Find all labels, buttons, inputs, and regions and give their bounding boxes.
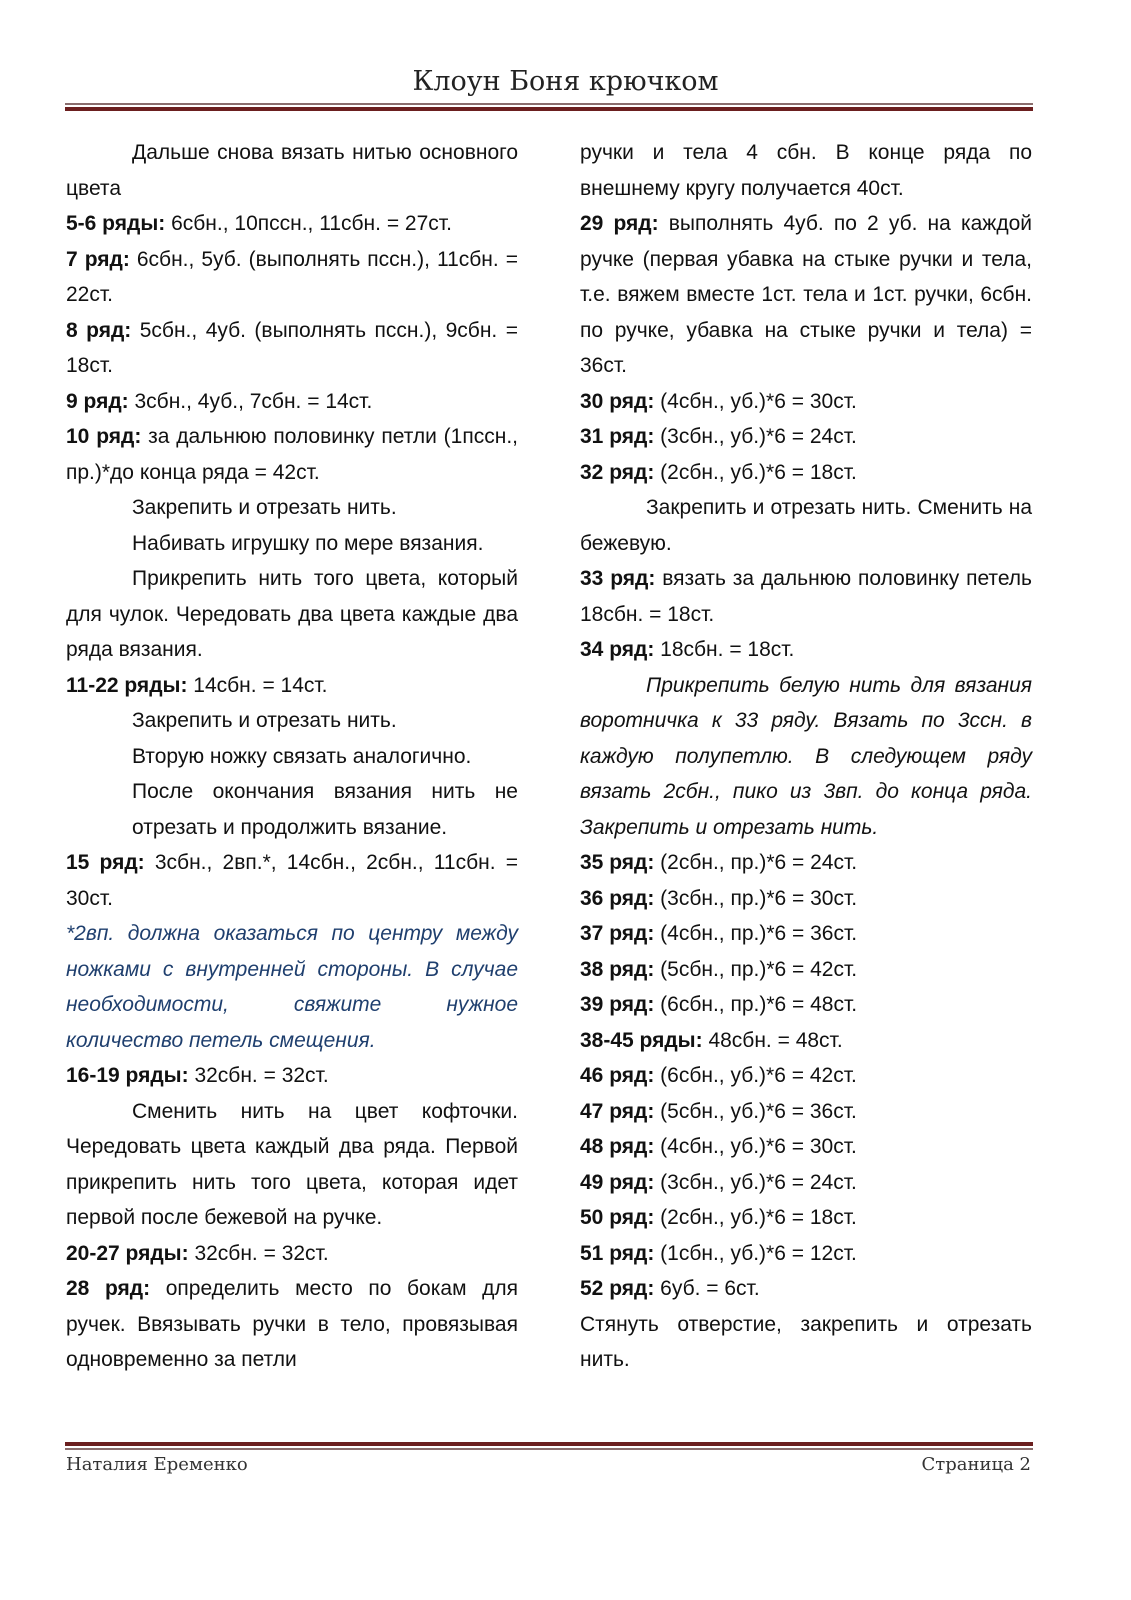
paragraph-text: (1сбн., уб.)*6 = 12ст. <box>654 1241 857 1265</box>
row-label: 11-22 ряды: <box>66 673 188 697</box>
row-label: 34 ряд: <box>580 638 655 661</box>
row-label: 32 ряд: <box>580 460 655 484</box>
row-instruction <box>580 632 1032 668</box>
paragraph <box>580 135 1032 206</box>
row-label: 38-45 ряды: <box>580 1028 703 1052</box>
row-instruction <box>580 952 1032 988</box>
row-instruction <box>66 1058 518 1094</box>
row-instruction <box>580 1200 1032 1236</box>
paragraph-text: После окончания вязания нить не отрезать и продолжить вязание. <box>132 780 518 839</box>
row-label: 49 ряд: <box>580 1170 655 1194</box>
note-paragraph <box>66 916 518 1058</box>
row-label: 46 ряд: <box>580 1064 655 1087</box>
row-instruction <box>580 1023 1032 1059</box>
paragraph-text: Стянуть отверстие, закрепить и отрезать нить. <box>580 1312 1032 1371</box>
paragraph-text: 6сбн., 10пссн., 11сбн. = 27ст. <box>165 212 452 235</box>
header-divider <box>65 103 1033 111</box>
row-label: 39 ряд: <box>580 993 655 1016</box>
paragraph-text: *2вп. должна оказаться по центру между ножками с внутренней стороны. В случае необходимости, свяжите нужное количество петель смещения. <box>66 922 518 1052</box>
row-instruction <box>580 1129 1032 1165</box>
paragraph-text: выполнять 4уб. по 2 уб. на каждой ручке (первая убавка на стыке ручки и тела, т.е. вяжем вместе 1ст. тела и 1ст. ручки, 6сбн. по ручке, убавка на стыке ручки и тела) = 36ст. <box>580 212 1032 377</box>
paragraph <box>66 526 518 562</box>
paragraph-text: (2сбн., уб.)*6 = 18ст. <box>654 1206 857 1229</box>
row-instruction <box>580 987 1032 1023</box>
row-instruction <box>580 1094 1032 1130</box>
row-label: 10 ряд: <box>66 425 142 448</box>
paragraph <box>66 703 518 739</box>
row-instruction <box>580 384 1032 420</box>
row-label: 5-6 ряды: <box>66 212 166 235</box>
row-instruction <box>580 206 1032 384</box>
paragraph-text: Дальше снова вязать нитью основного цвета <box>66 141 518 200</box>
paragraph-text: 5сбн., 4уб. (выполнять пссн.), 9сбн. = 18ст. <box>66 318 518 377</box>
paragraph-text: 18сбн. = 18ст. <box>654 638 795 661</box>
paragraph <box>580 490 1032 561</box>
paragraph <box>66 739 518 775</box>
row-label: 20-27 ряды: <box>66 1241 189 1265</box>
paragraph-text: Закрепить и отрезать нить. <box>132 709 397 732</box>
paragraph-text: Прикрепить белую нить для вязания воротничка к 33 ряду. Вязать по 3ссн. в каждую полупетлю. В следующем ряду вязать 2сбн., пико из 3вп. до конца ряда. Закрепить и отрезать нить. <box>580 673 1032 839</box>
row-instruction <box>580 455 1032 491</box>
row-label: 8 ряд: <box>66 318 132 342</box>
row-label: 30 ряд: <box>580 389 655 413</box>
footer-divider <box>65 1442 1033 1450</box>
row-label: 50 ряд: <box>580 1206 655 1229</box>
paragraph-text: 48сбн. = 48ст. <box>702 1028 843 1052</box>
row-label: 31 ряд: <box>580 425 655 448</box>
row-instruction <box>66 384 518 420</box>
paragraph-text: Закрепить и отрезать нить. Сменить на бежевую. <box>580 496 1032 555</box>
row-instruction <box>580 881 1032 917</box>
row-instruction <box>580 561 1032 632</box>
paragraph-text: за дальнюю половинку петли (1пссн., пр.)*до конца ряда = 42ст. <box>66 425 518 484</box>
row-label: 9 ряд: <box>66 389 129 413</box>
paragraph-text: (3сбн., уб.)*6 = 24ст. <box>654 1170 857 1194</box>
paragraph-text: вязать за дальнюю половинку петель 18сбн. = 18ст. <box>580 567 1032 626</box>
paragraph-text: определить место по бокам для ручек. Ввязывать ручки в тело, провязывая одновременно за петли <box>66 1277 518 1371</box>
row-label: 51 ряд: <box>580 1241 655 1265</box>
paragraph-text: (4сбн., уб.)*6 = 30ст. <box>654 389 857 413</box>
paragraph-text: Прикрепить нить того цвета, который для чулок. Чередовать два цвета каждые два ряда вязания. <box>66 567 518 661</box>
row-instruction <box>580 1236 1032 1272</box>
paragraph-text: (3сбн., уб.)*6 = 24ст. <box>654 425 857 448</box>
paragraph-text: (5сбн., уб.)*6 = 36ст. <box>654 1099 857 1123</box>
row-instruction <box>66 845 518 916</box>
row-instruction <box>66 313 518 384</box>
row-label: 48 ряд: <box>580 1135 655 1158</box>
paragraph-text: (4сбн., пр.)*6 = 36ст. <box>654 922 858 945</box>
row-instruction <box>580 845 1032 881</box>
row-label: 7 ряд: <box>66 247 130 271</box>
right-column <box>580 135 1032 1378</box>
left-column <box>66 135 518 1378</box>
row-instruction <box>580 1271 1032 1307</box>
paragraph-text: (4сбн., уб.)*6 = 30ст. <box>654 1135 857 1158</box>
paragraph-text: Вторую ножку связать аналогично. <box>132 744 472 768</box>
row-label: 16-19 ряды: <box>66 1064 189 1087</box>
paragraph <box>132 774 518 845</box>
row-instruction <box>66 668 518 704</box>
row-label: 47 ряд: <box>580 1099 655 1123</box>
footer-page-number: Страница 2 <box>921 1454 1031 1475</box>
row-instruction <box>66 242 518 313</box>
paragraph <box>66 561 518 668</box>
footer-author: Наталия Еременко <box>66 1454 248 1475</box>
paragraph-text: ручки и тела 4 сбн. В конце ряда по внешнему кругу получается 40ст. <box>580 141 1032 200</box>
row-label: 29 ряд: <box>580 212 659 235</box>
row-label: 28 ряд: <box>66 1277 151 1300</box>
paragraph-text: (6сбн., пр.)*6 = 48ст. <box>654 993 858 1016</box>
paragraph <box>580 1307 1032 1378</box>
row-instruction <box>580 1058 1032 1094</box>
paragraph-text: (2сбн., пр.)*6 = 24ст. <box>654 851 858 874</box>
paragraph-text: Сменить нить на цвет кофточки. Чередовать цвета каждый два ряда. Первой прикрепить нить того цвета, которая идет первой после бежевой на ручке. <box>66 1099 518 1229</box>
row-label: 36 ряд: <box>580 886 655 910</box>
row-instruction <box>66 1236 518 1272</box>
row-label: 15 ряд: <box>66 851 145 874</box>
paragraph <box>580 668 1032 846</box>
paragraph-text: (3сбн., пр.)*6 = 30ст. <box>654 886 858 910</box>
paragraph-text: 14сбн. = 14ст. <box>187 673 328 697</box>
row-instruction <box>580 419 1032 455</box>
paragraph-text: 32сбн. = 32ст. <box>188 1241 329 1265</box>
paragraph-text: (6сбн., уб.)*6 = 42ст. <box>654 1064 857 1087</box>
row-instruction <box>66 419 518 490</box>
row-instruction <box>580 916 1032 952</box>
paragraph-text: (5сбн., пр.)*6 = 42ст. <box>654 957 858 981</box>
paragraph <box>66 1094 518 1236</box>
row-label: 52 ряд: <box>580 1277 655 1300</box>
row-label: 33 ряд: <box>580 567 656 590</box>
paragraph-text: Набивать игрушку по мере вязания. <box>132 531 484 555</box>
row-instruction <box>580 1165 1032 1201</box>
document-title: Клоун Боня крючком <box>412 66 719 97</box>
paragraph-text: 6сбн., 5уб. (выполнять пссн.), 11сбн. = 22ст. <box>66 247 518 306</box>
row-instruction <box>66 1271 518 1378</box>
paragraph <box>66 490 518 526</box>
row-label: 38 ряд: <box>580 957 655 981</box>
row-instruction <box>66 206 518 242</box>
paragraph-text: Закрепить и отрезать нить. <box>132 496 397 519</box>
row-label: 35 ряд: <box>580 851 655 874</box>
paragraph-text: 32сбн. = 32ст. <box>188 1064 329 1087</box>
paragraph-text: 6уб. = 6ст. <box>654 1277 760 1300</box>
paragraph-text: (2сбн., уб.)*6 = 18ст. <box>654 460 857 484</box>
row-label: 37 ряд: <box>580 922 655 945</box>
paragraph <box>66 135 518 206</box>
paragraph-text: 3сбн., 2вп.*, 14сбн., 2сбн., 11сбн. = 30ст. <box>66 851 518 910</box>
paragraph-text: 3сбн., 4уб., 7сбн. = 14ст. <box>128 389 373 413</box>
